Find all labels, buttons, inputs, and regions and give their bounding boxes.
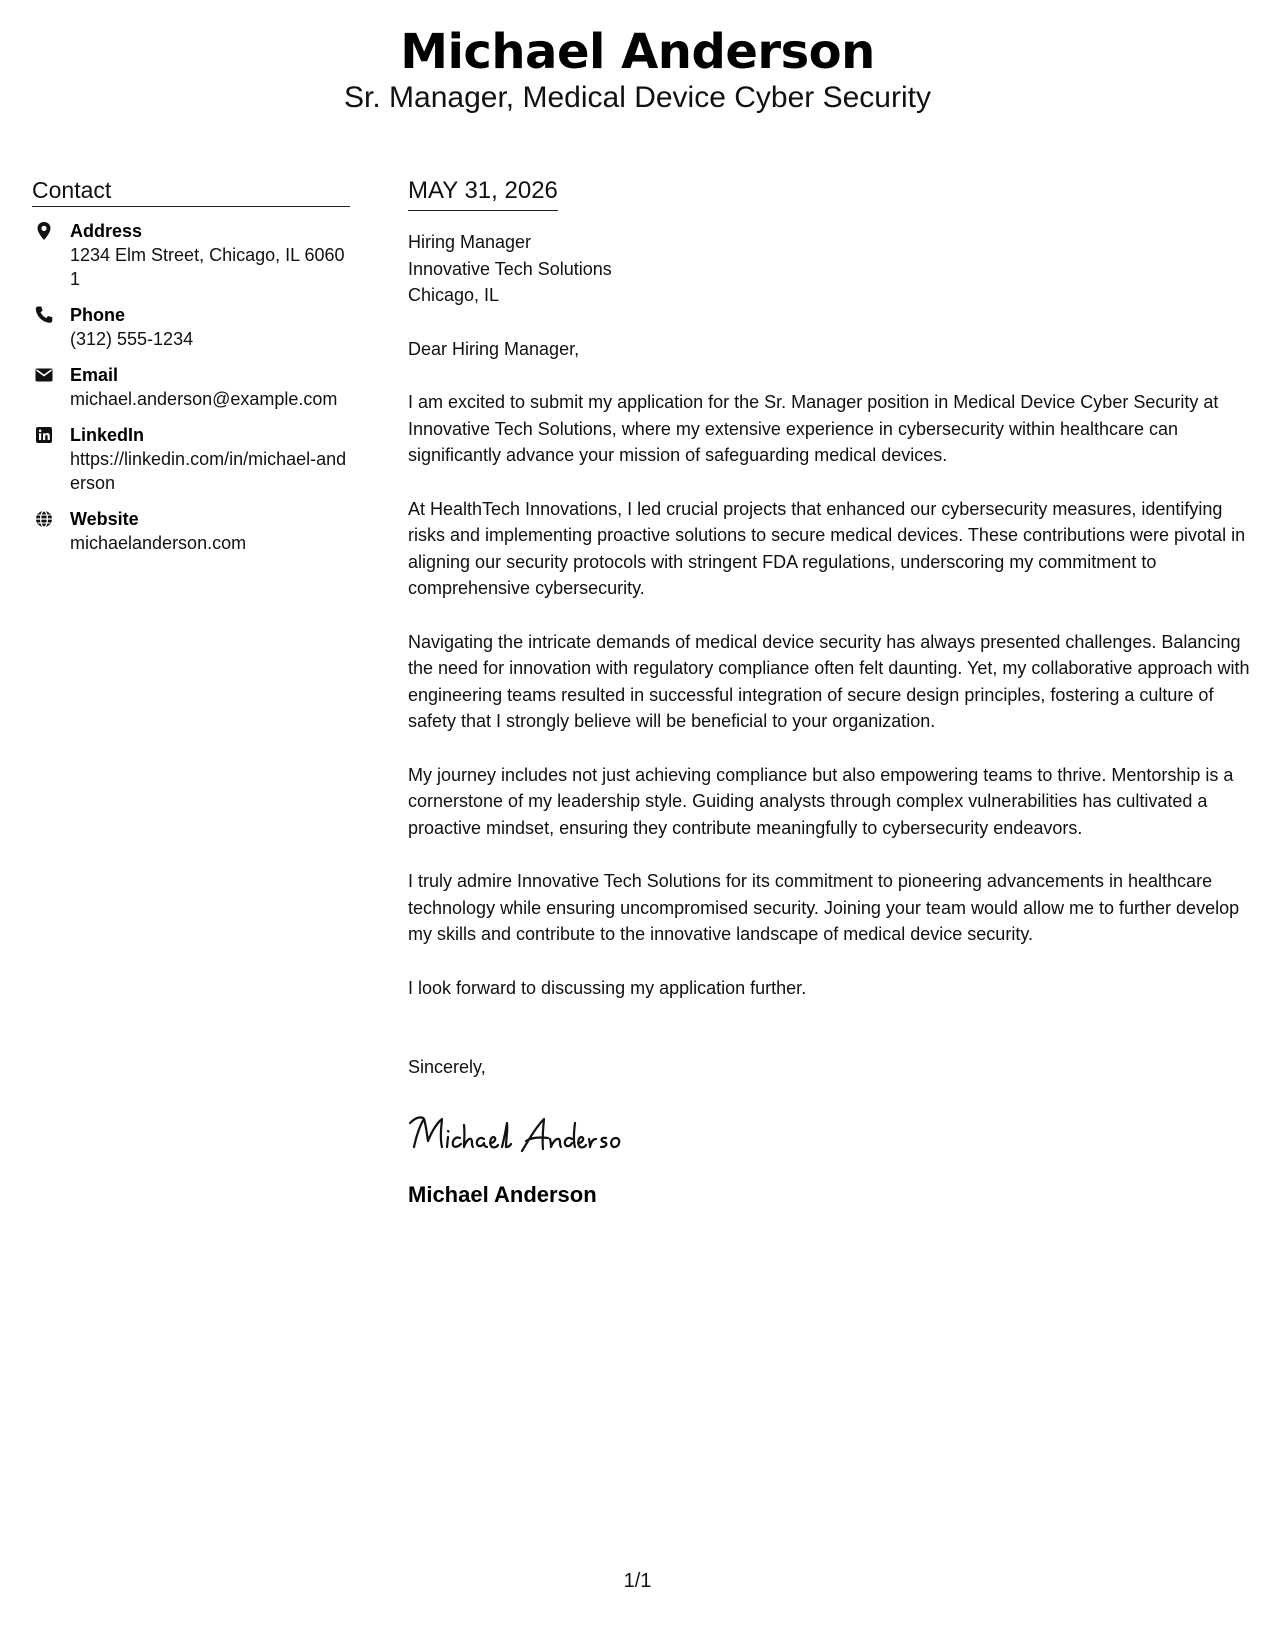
page-number: 1/1 [623, 1570, 652, 1592]
letter-date: MAY 31, 2026 [408, 177, 558, 204]
contact-label: LinkedIn [70, 425, 145, 445]
body-paragraph: I look forward to discussing my application further. [408, 977, 807, 998]
handwritten-signature [408, 1111, 668, 1159]
contact-label: Email [70, 365, 119, 385]
contact-sidebar [32, 176, 350, 567]
contact-list [32, 219, 350, 555]
recipient-block [408, 229, 1250, 309]
contact-value: https://linkedin.com/in/michael-anderson [70, 449, 347, 493]
applicant-job-title: Sr. Manager, Medical Device Cyber Security [344, 81, 931, 114]
letter-date-block [408, 176, 558, 211]
contact-value: michael.anderson@example.com [70, 389, 338, 409]
contact-label: Address [70, 221, 143, 241]
salutation: Dear Hiring Manager, [408, 338, 580, 359]
phone-icon [34, 305, 54, 325]
globe-icon [34, 509, 54, 529]
contact-value: michaelanderson.com [70, 533, 247, 553]
contact-value: 1234 Elm Street, Chicago, IL 60601 [70, 245, 345, 289]
recipient-location: Chicago, IL [408, 285, 500, 305]
body-paragraph: At HealthTech Innovations, I led crucial projects that enhanced our cybersecurity measures, identifying risks and implementing proactive solutions to secure medical devices. These contributions were pivotal in aligning our security protocols with stringent FDA regulations, underscoring my commitment to comprehensive cybersecurity. [408, 498, 1246, 598]
closing: Sincerely, [408, 1057, 486, 1077]
contact-email [32, 363, 350, 411]
recipient-company: Innovative Tech Solutions [408, 258, 612, 279]
body-paragraph: I truly admire Innovative Tech Solutions for its commitment to pioneering advancements in healthcare technology while ensuring uncompromised security. Joining your team would allow me to further develop my skills and contribute to the innovative landscape of medical device security. [408, 871, 1240, 944]
contact-linkedin [32, 423, 350, 495]
map-pin-icon [34, 221, 54, 241]
applicant-name: Michael Anderson [400, 24, 875, 80]
envelope-icon [34, 365, 54, 385]
recipient-name: Hiring Manager [408, 232, 532, 252]
contact-value: (312) 555-1234 [70, 329, 194, 349]
letter-header [0, 22, 1275, 116]
contact-website [32, 507, 350, 555]
letter-body [408, 176, 1250, 1209]
contact-address [32, 219, 350, 291]
contact-phone [32, 303, 350, 351]
linkedin-icon [34, 425, 54, 445]
body-paragraph: My journey includes not just achieving compliance but also empowering teams to thrive. Mentorship is a cornerstone of my leadership style. Guiding analysts through complex vulnerabilities has cultivated a proactive mindset, ensuring they contribute meaningfully to cybersecurity endeavors. [408, 764, 1234, 838]
body-paragraph: Navigating the intricate demands of medical device security has always presented challenges. Balancing the need for innovation with regulatory compliance often felt daunting. Yet, my collaborative approach with engineering teams resulted in successful integration of secure design principles, fostering a culture of safety that I strongly believe will be beneficial to your organization. [408, 631, 1250, 731]
contact-label: Phone [70, 305, 126, 325]
signer-name: Michael Anderson [408, 1181, 597, 1207]
body-paragraph: I am excited to submit my application for the Sr. Manager position in Medical Device Cyber Security at Innovative Tech Solutions, where my extensive experience in cybersecurity within healthcare can significantly advance your mission of safeguarding medical devices. [408, 392, 1219, 465]
contact-label: Website [70, 509, 139, 529]
contact-heading: Contact [32, 176, 350, 207]
